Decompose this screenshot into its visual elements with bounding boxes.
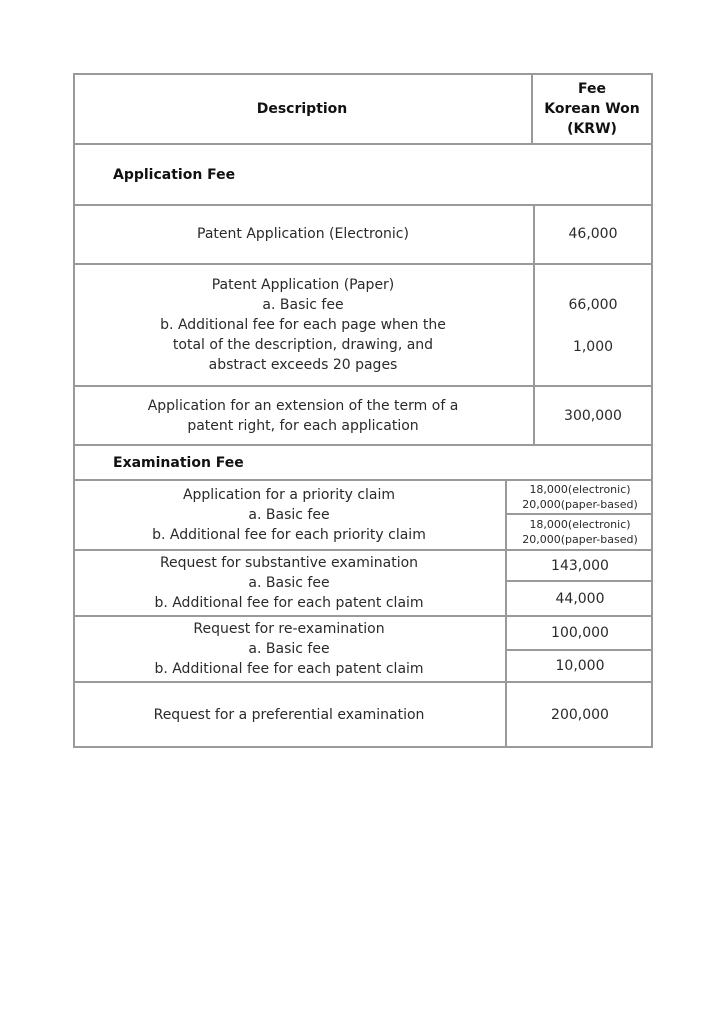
row-description xyxy=(73,481,505,549)
header-description: Description xyxy=(256,100,348,117)
row-description xyxy=(73,551,505,615)
description-line: patent right, for each application xyxy=(187,417,419,434)
table-border-bottom xyxy=(73,746,653,748)
row-fee xyxy=(535,387,651,444)
row-fee xyxy=(535,337,651,357)
fee-value: 143,000 xyxy=(551,557,609,574)
fee-value: 44,000 xyxy=(555,590,605,607)
row-fee xyxy=(507,481,653,513)
row-fee xyxy=(507,551,653,580)
fee-value: 46,000 xyxy=(568,226,618,242)
row-fee xyxy=(507,617,653,649)
fee-value: 66,000 xyxy=(568,297,618,313)
section-title-examination-fee: Examination Fee xyxy=(113,454,244,471)
row-fee xyxy=(507,683,653,746)
description-line: b. Additional fee for each patent claim xyxy=(154,595,424,611)
fee-value: 10,000 xyxy=(555,658,605,674)
description-line: a. Basic fee xyxy=(262,297,344,313)
description-line: Patent Application (Paper) xyxy=(211,277,395,293)
description-line: Patent Application (Electronic) xyxy=(197,226,409,242)
description-line: Request for substantive examination xyxy=(159,555,419,571)
description-line: total of the description, drawing, and xyxy=(172,337,434,353)
fee-table xyxy=(73,73,653,748)
description-line: a. Basic fee xyxy=(248,641,330,657)
description-line: a. Basic fee xyxy=(248,507,330,523)
description-line: Request for re-examination xyxy=(193,621,385,637)
section-title-application-fee: Application Fee xyxy=(113,166,236,183)
header-fee xyxy=(533,73,651,144)
row-description xyxy=(73,683,505,746)
row-fee xyxy=(535,205,651,263)
description-line: b. Additional fee for each page when the xyxy=(160,317,446,333)
description-line: b. Additional fee for each patent claim xyxy=(154,661,424,677)
row-description xyxy=(73,387,533,444)
header-fee-line: Fee xyxy=(578,80,606,97)
description-line: Request for a preferential examination xyxy=(153,706,425,723)
description-line: a. Basic fee xyxy=(248,575,330,591)
row-fee xyxy=(507,515,653,549)
row-description xyxy=(73,205,533,263)
fee-value: 20,000(paper-based) xyxy=(522,533,638,546)
fee-value: 200,000 xyxy=(551,706,609,723)
row-fee xyxy=(507,582,653,615)
description-line: b. Additional fee for each priority claim xyxy=(152,527,426,543)
row-description xyxy=(73,265,533,385)
fee-value: 1,000 xyxy=(572,339,614,355)
header-fee-line: Korean Won xyxy=(544,100,640,117)
fee-value: 300,000 xyxy=(564,407,622,424)
fee-value: 100,000 xyxy=(551,625,609,641)
fee-value: 18,000(electronic) xyxy=(529,518,631,531)
row-fee xyxy=(507,651,653,681)
description-line: Application for a priority claim xyxy=(182,487,396,503)
description-line: abstract exceeds 20 pages xyxy=(208,357,398,373)
row-fee xyxy=(535,295,651,315)
fee-value: 20,000(paper-based) xyxy=(522,498,638,511)
header-fee-line: (KRW) xyxy=(567,120,617,137)
fee-value: 18,000(electronic) xyxy=(529,483,631,496)
description-line: Application for an extension of the term of a xyxy=(147,397,459,414)
row-description xyxy=(73,617,505,681)
